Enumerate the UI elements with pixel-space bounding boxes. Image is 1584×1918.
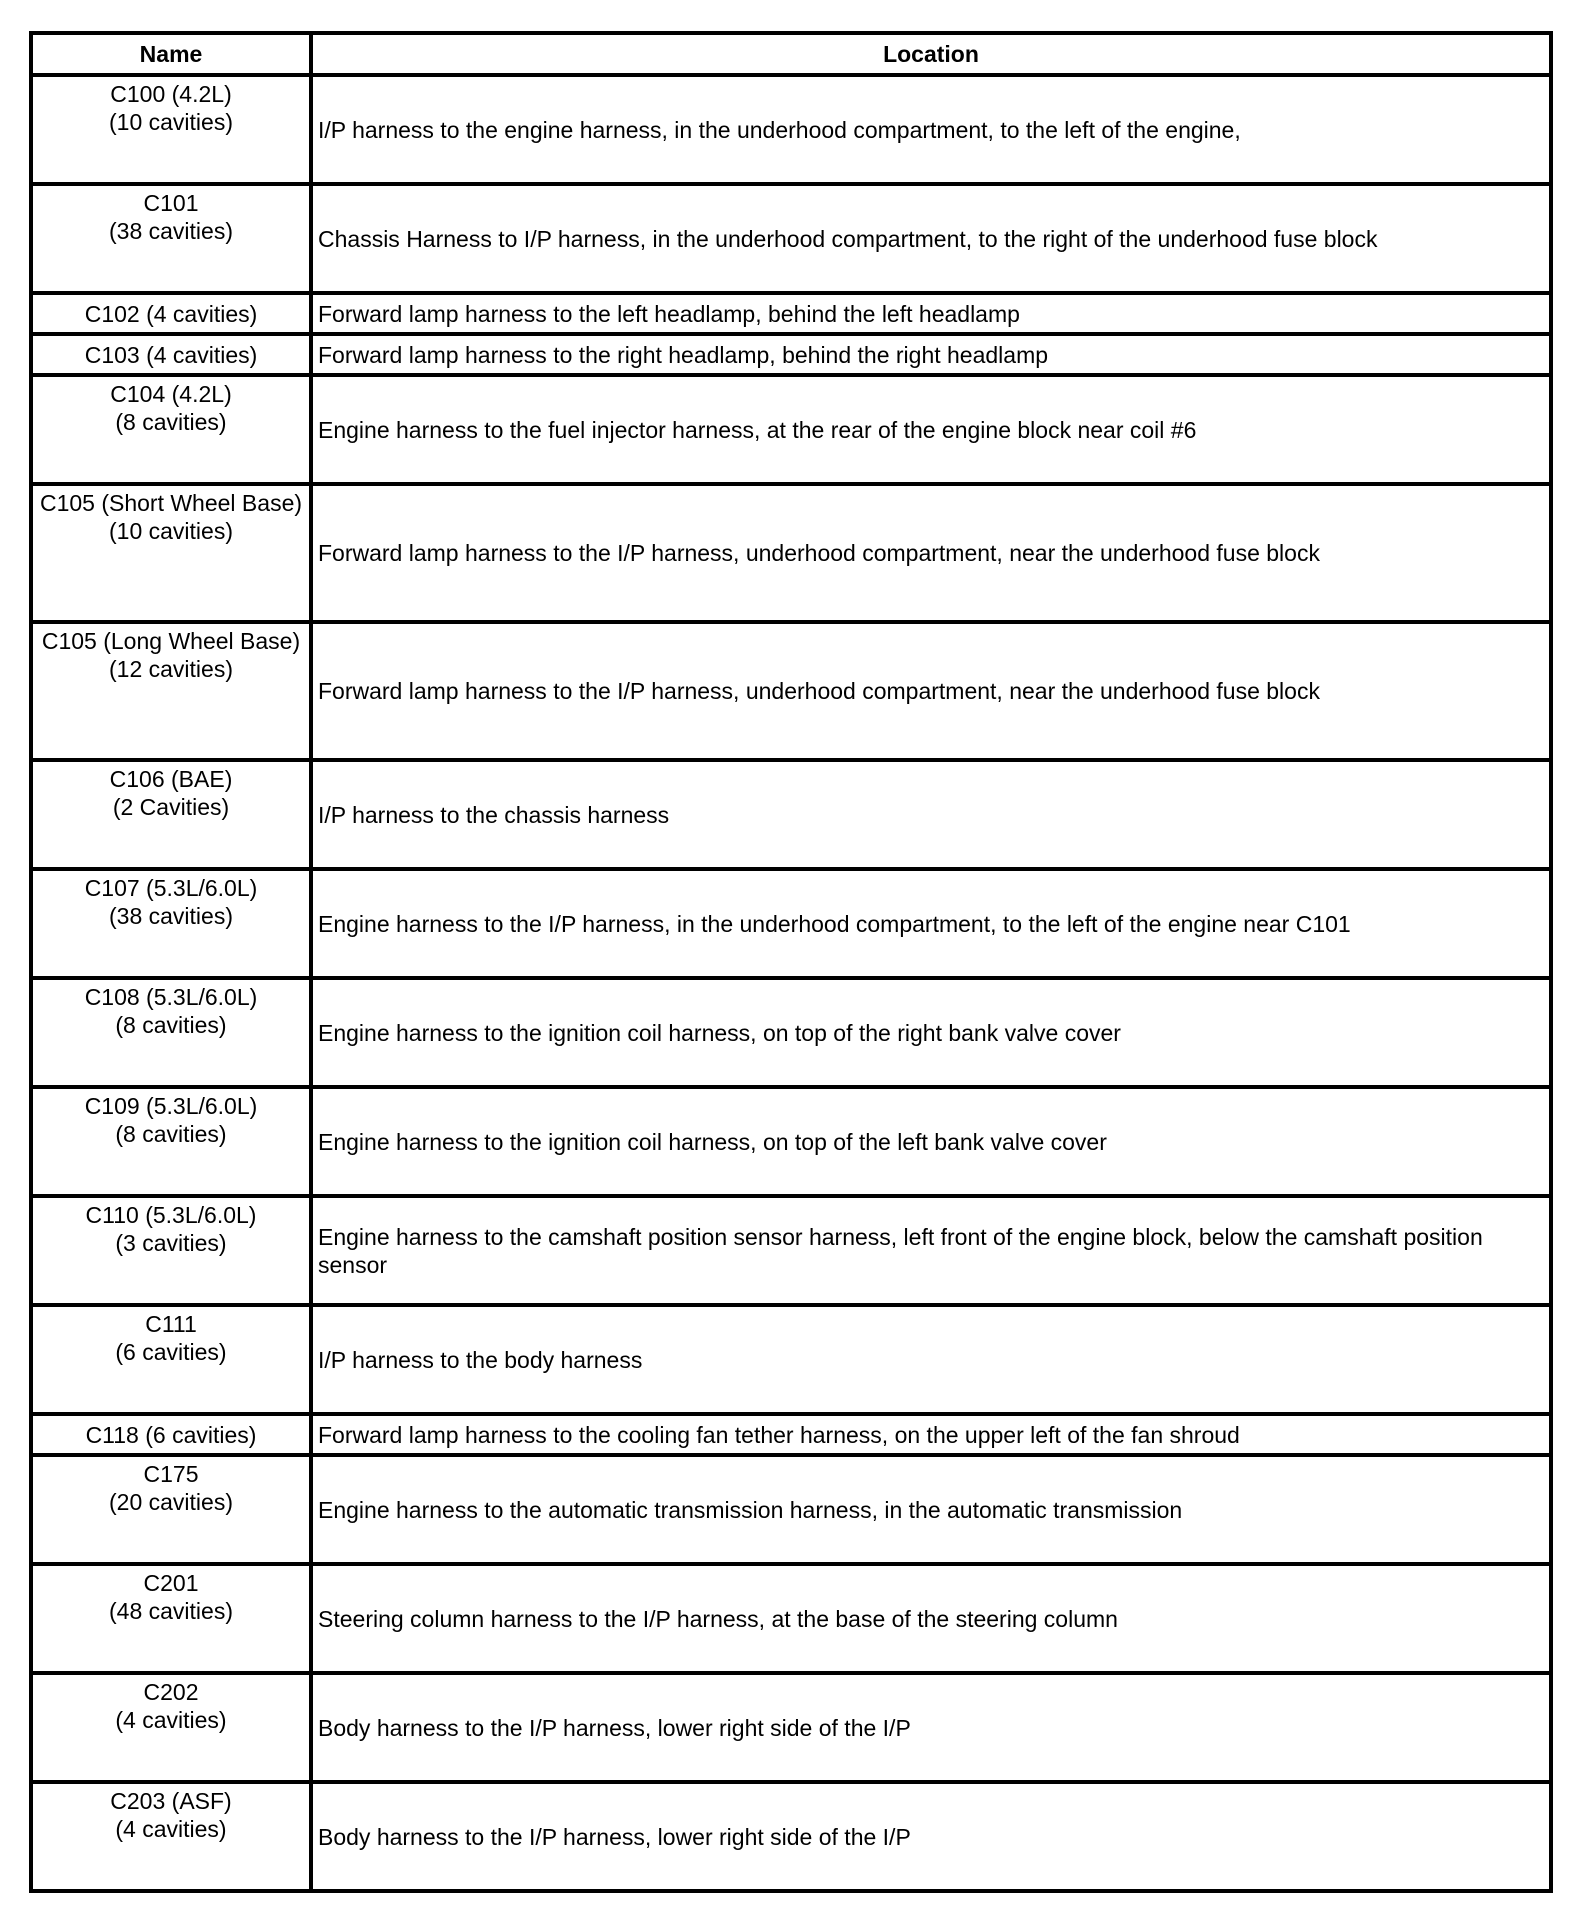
- connector-location: Engine harness to the I/P harness, in the underhood compartment, to the left of the engine near C101: [311, 869, 1551, 978]
- table-row: [31, 75, 1551, 184]
- table-row: [31, 1414, 1551, 1455]
- connector-cavities: (8 cavities): [115, 1012, 227, 1038]
- header-name: Name: [31, 33, 311, 75]
- connector-name-cell: [31, 978, 311, 1087]
- table-row: [31, 293, 1551, 334]
- connector-name: C108 (5.3L/6.0L): [84, 984, 258, 1010]
- connector-name: C202: [143, 1679, 199, 1705]
- connector-location: Engine harness to the ignition coil harness, on top of the right bank valve cover: [311, 978, 1551, 1087]
- connector-name-cell: [31, 1455, 311, 1564]
- connector-name: C175: [143, 1461, 199, 1487]
- header-row: [31, 33, 1551, 75]
- table-row: [31, 484, 1551, 622]
- connector-cavities: (10 cavities): [109, 109, 233, 135]
- connector-name: C103 (4 cavities): [31, 334, 311, 375]
- connector-name: C201: [143, 1570, 199, 1596]
- connector-location: Body harness to the I/P harness, lower right side of the I/P: [311, 1782, 1551, 1891]
- connector-name-cell: [31, 1564, 311, 1673]
- connector-name-cell: [31, 622, 311, 760]
- connector-name-cell: [31, 1782, 311, 1891]
- connector-location: Steering column harness to the I/P harness, at the base of the steering column: [311, 1564, 1551, 1673]
- connector-cavities: (38 cavities): [109, 903, 233, 929]
- connector-cavities: (8 cavities): [115, 1121, 227, 1147]
- connector-cavities: (4 cavities): [115, 1816, 227, 1842]
- connector-cavities: (38 cavities): [109, 218, 233, 244]
- connector-name: C118 (6 cavities): [31, 1414, 311, 1455]
- connector-cavities: (8 cavities): [115, 409, 227, 435]
- connector-cavities: (6 cavities): [115, 1339, 227, 1365]
- connector-name: C110 (5.3L/6.0L): [85, 1202, 257, 1228]
- table-row: [31, 184, 1551, 293]
- connector-name: C102 (4 cavities): [31, 293, 311, 334]
- table-row: [31, 1782, 1551, 1891]
- connector-name-cell: [31, 760, 311, 869]
- connector-name: C101: [143, 190, 199, 216]
- connector-name-cell: [31, 1673, 311, 1782]
- connector-cavities: (12 cavities): [109, 656, 233, 682]
- table-row: [31, 978, 1551, 1087]
- table-row: [31, 1087, 1551, 1196]
- connector-name: C106 (BAE): [109, 766, 233, 792]
- connector-name: C203 (ASF): [110, 1788, 232, 1814]
- connector-name: C111: [145, 1311, 197, 1337]
- table-row: [31, 869, 1551, 978]
- connector-name: C109 (5.3L/6.0L): [84, 1093, 258, 1119]
- table-row: [31, 622, 1551, 760]
- connector-location: Engine harness to the automatic transmission harness, in the automatic transmission: [311, 1455, 1551, 1564]
- connector-name: C107 (5.3L/6.0L): [84, 875, 258, 901]
- connector-location: Body harness to the I/P harness, lower right side of the I/P: [311, 1673, 1551, 1782]
- connector-location: Chassis Harness to I/P harness, in the underhood compartment, to the right of the underhood fuse block: [311, 184, 1551, 293]
- connector-name-cell: [31, 484, 311, 622]
- connector-cavities: (10 cavities): [109, 518, 233, 544]
- connector-location: Forward lamp harness to the I/P harness, underhood compartment, near the underhood fuse block: [311, 622, 1551, 760]
- connector-cavities: (3 cavities): [115, 1230, 227, 1256]
- connector-location: I/P harness to the chassis harness: [311, 760, 1551, 869]
- connector-location-table: [29, 31, 1553, 1893]
- connector-cavities: (48 cavities): [109, 1598, 233, 1624]
- header-location: Location: [311, 33, 1551, 75]
- connector-cavities: (4 cavities): [115, 1707, 227, 1733]
- connector-location: Forward lamp harness to the left headlamp, behind the left headlamp: [311, 293, 1551, 334]
- connector-location: I/P harness to the body harness: [311, 1305, 1551, 1414]
- connector-name-cell: [31, 375, 311, 484]
- connector-name: C105 (Short Wheel Base): [39, 490, 303, 516]
- connector-name: C100 (4.2L): [110, 81, 232, 107]
- connector-cavities: (2 Cavities): [112, 794, 230, 820]
- connector-location: Engine harness to the fuel injector harness, at the rear of the engine block near coil #6: [311, 375, 1551, 484]
- connector-name: C104 (4.2L): [110, 381, 232, 407]
- connector-location: Forward lamp harness to the I/P harness, underhood compartment, near the underhood fuse block: [311, 484, 1551, 622]
- table-row: [31, 334, 1551, 375]
- connector-location: Forward lamp harness to the cooling fan tether harness, on the upper left of the fan shroud: [311, 1414, 1551, 1455]
- connector-name-cell: [31, 1305, 311, 1414]
- connector-location: Engine harness to the camshaft position sensor harness, left front of the engine block, below the camshaft position sensor: [311, 1196, 1551, 1305]
- table-row: [31, 1305, 1551, 1414]
- table-row: [31, 1455, 1551, 1564]
- table-row: [31, 760, 1551, 869]
- connector-location: I/P harness to the engine harness, in the underhood compartment, to the left of the engine,: [311, 75, 1551, 184]
- connector-name-cell: [31, 869, 311, 978]
- connector-cavities: (20 cavities): [109, 1489, 233, 1515]
- table-row: [31, 1196, 1551, 1305]
- connector-name-cell: [31, 75, 311, 184]
- connector-name-cell: [31, 184, 311, 293]
- table-row: [31, 1673, 1551, 1782]
- connector-location: Forward lamp harness to the right headlamp, behind the right headlamp: [311, 334, 1551, 375]
- table-row: [31, 1564, 1551, 1673]
- connector-location: Engine harness to the ignition coil harness, on top of the left bank valve cover: [311, 1087, 1551, 1196]
- connector-name-cell: [31, 1196, 311, 1305]
- connector-name: C105 (Long Wheel Base): [41, 628, 301, 654]
- table-row: [31, 375, 1551, 484]
- connector-name-cell: [31, 1087, 311, 1196]
